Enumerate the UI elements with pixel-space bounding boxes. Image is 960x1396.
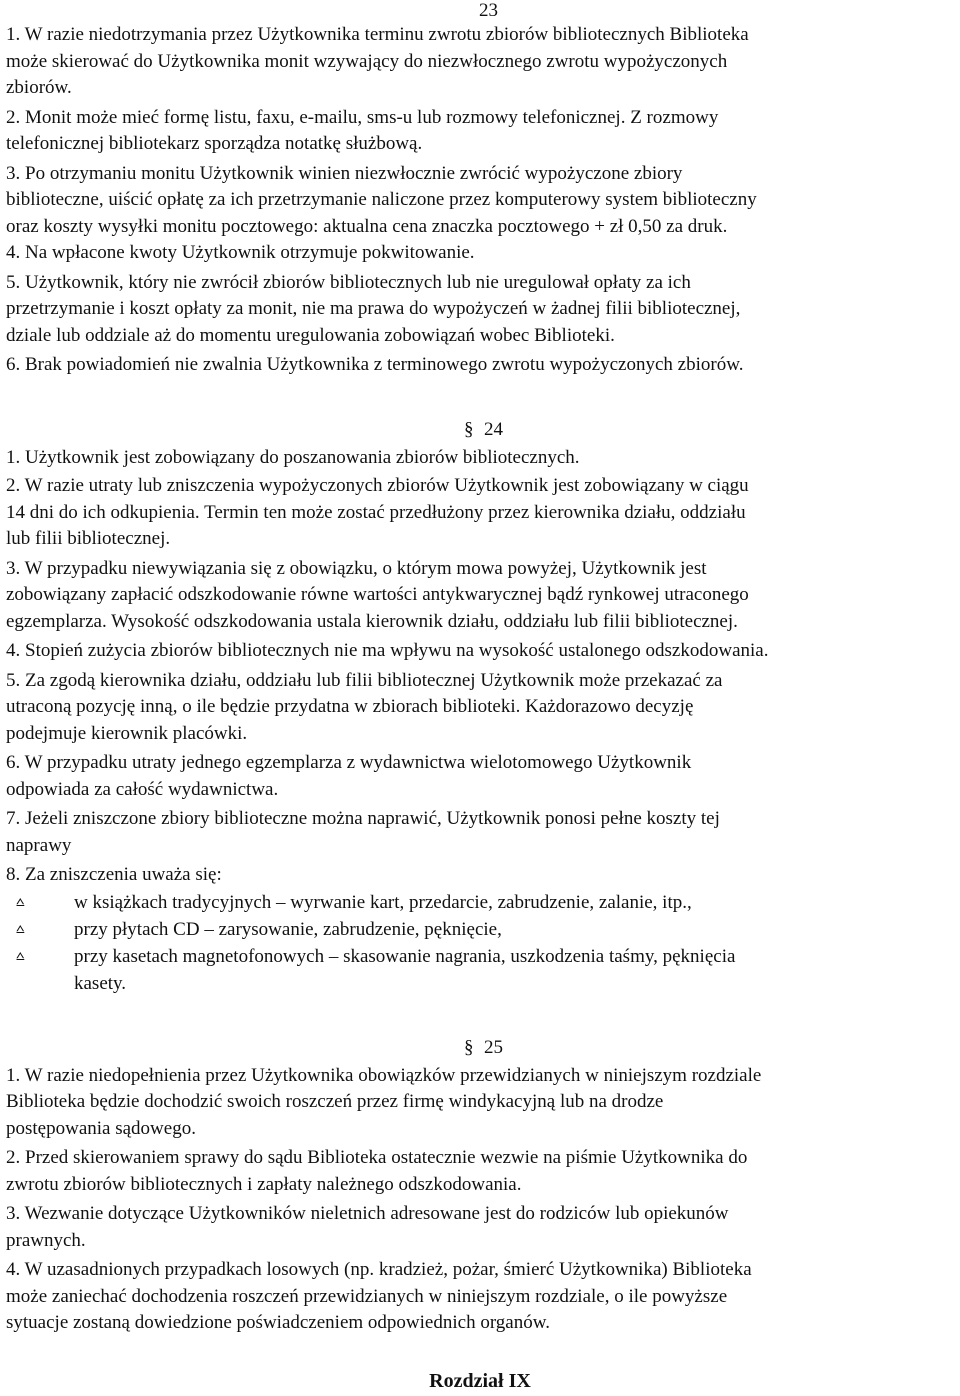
text-line: 1. Użytkownik jest zobowiązany do poszanowania zbiorów bibliotecznych.	[6, 446, 580, 468]
list-item-text: przy kasetach magnetofonowych – skasowanie nagrania, uszkodzenia taśmy, pęknięcia	[74, 945, 736, 967]
text-line: 2. Monit może mieć formę listu, faxu, e-mailu, sms-u lub rozmowy telefonicznej. Z rozmowy	[6, 106, 719, 128]
text-line: lub filii bibliotecznej.	[6, 528, 171, 549]
text-line: 3. Po otrzymaniu monitu Użytkownik winien niezwłocznie zwrócić wypożyczone zbiory	[6, 162, 683, 184]
text-line: oraz koszty wysyłki monitu pocztowego: aktualna cena znaczka pocztowego + zł 0,50 za druk.	[6, 215, 728, 237]
text-line: Biblioteka będzie dochodzić swoich roszczeń przez firmę windykacyjną lub na drodze	[6, 1091, 664, 1112]
text-line: 6. Brak powiadomień nie zwalnia Użytkownika z terminowego zwrotu wypożyczonych zbiorów.	[6, 354, 744, 375]
text-line: podejmuje kierownik placówki.	[6, 722, 248, 744]
spacer	[6, 379, 954, 415]
text-line: prawnych.	[6, 1229, 86, 1251]
list-item	[6, 916, 954, 943]
chapter-heading: Rozdział IX	[429, 1370, 531, 1392]
list-item-text: w książkach tradycyjnych – wyrwanie kart, przedarcie, zabrudzenie, zalanie, itp.,	[74, 891, 692, 913]
triangle-bullet-icon: ⩟	[16, 893, 25, 910]
triangle-bullet-icon: ⩟	[16, 947, 25, 964]
text-line: odpowiada za całość wydawnictwa.	[6, 778, 279, 800]
text-line: naprawy	[6, 834, 72, 856]
list-item-text-continued: kasety.	[74, 972, 127, 994]
text-line: telefonicznej bibliotekarz sporządza notatkę służbową.	[6, 133, 423, 154]
text-line: 2. Przed skierowaniem sprawy do sądu Biblioteka ostatecznie wezwie na piśmie Użytkownika do	[6, 1147, 748, 1168]
text-line: 5. Użytkownik, który nie zwrócił zbiorów bibliotecznych lub nie uregulował opłaty za ich	[6, 271, 691, 293]
text-line: 4. Na wpłacone kwoty Użytkownik otrzymuje pokwitowanie.	[6, 242, 475, 263]
section-23-body	[6, 22, 954, 379]
section-symbol: §	[464, 418, 474, 440]
spacer	[6, 997, 954, 1033]
list-item-text: przy płytach CD – zarysowanie, zabrudzenie, pęknięcie,	[74, 918, 502, 940]
text-line: 4. W uzasadnionych przypadkach losowych (np. kradzież, pożar, śmierć Użytkownika) Biblioteka	[6, 1259, 752, 1280]
text-line: 14 dni do ich odkupienia. Termin ten może zostać przedłużony przez kierownika działu, oddziału	[6, 501, 746, 523]
section-number: 25	[484, 1036, 503, 1058]
section-24-body	[6, 445, 954, 997]
text-line: zbiorów.	[6, 77, 72, 98]
text-line: 1. W razie niedotrzymania przez Użytkownika terminu zwrotu zbiorów bibliotecznych Biblioteka	[6, 24, 749, 45]
text-line: 3. Wezwanie dotyczące Użytkowników nieletnich adresowane jest do rodziców lub opiekunów	[6, 1203, 729, 1224]
text-line: 1. W razie niedopełnienia przez Użytkownika obowiązków przewidzianych w niniejszym rozdziale	[6, 1064, 762, 1086]
text-line: 7. Jeżeli zniszczone zbiory biblioteczne można naprawić, Użytkownik ponosi pełne koszty tej	[6, 808, 720, 829]
text-line: dziale lub oddziale aż do momentu uregulowania zobowiązań wobec Biblioteki.	[6, 324, 615, 346]
text-line: 3. W przypadku niewywiązania się z obowiązku, o którym mowa powyżej, Użytkownik jest	[6, 557, 707, 579]
section-symbol: §	[464, 1036, 474, 1058]
text-line: sytuacje zostaną dowiedzione poświadczeniem odpowiednich organów.	[6, 1312, 550, 1333]
triangle-bullet-icon: ⩟	[16, 920, 25, 937]
section-24-heading	[464, 415, 954, 445]
text-line: 5. Za zgodą kierownika działu, oddziału lub filii bibliotecznej Użytkownik może przekazać za	[6, 669, 723, 691]
document-page	[6, 0, 954, 1392]
text-line: utraconą pozycję inną, o ile będzie przydatna w zbiorach biblioteki. Każdorazowo decyzję	[6, 696, 694, 717]
section-number: 23	[479, 0, 498, 21]
section-25-body	[6, 1063, 954, 1337]
text-line: egzemplarza. Wysokość odszkodowania ustala kierownik działu, oddziału lub filii bibliotecznej.	[6, 610, 738, 632]
list-item	[6, 943, 954, 970]
text-line: biblioteczne, uiścić opłatę za ich przetrzymanie naliczone przez komputerowy system biblioteczny	[6, 189, 757, 210]
text-line: 4. Stopień zużycia zbiorów bibliotecznych nie ma wpływu na wysokość ustalonego odszkodowania.	[6, 640, 769, 661]
text-line: postępowania sądowego.	[6, 1117, 196, 1139]
text-line: zwrotu zbiorów bibliotecznych i zapłaty należnego odszkodowania.	[6, 1173, 522, 1195]
text-line: przetrzymanie i koszt opłaty za monit, nie ma prawa do wypożyczeń w żadnej filii bibliotecznej,	[6, 298, 741, 319]
section-number: 24	[484, 418, 503, 440]
list-item	[6, 889, 954, 916]
text-line: zobowiązany zapłacić odszkodowanie równe wartości antykwarycznej bądź rynkowej utraconego	[6, 584, 749, 605]
text-line: 2. W razie utraty lub zniszczenia wypożyczonych zbiorów Użytkownik jest zobowiązany w ciągu	[6, 475, 749, 496]
section-25-heading	[464, 1033, 954, 1063]
text-line: 8. Za zniszczenia uważa się:	[6, 864, 222, 885]
text-line: może zaniechać dochodzenia roszczeń przewidzianych w niniejszym rozdziale, o ile powyższe	[6, 1285, 728, 1307]
text-line: może skierować do Użytkownika monit wzywający do niezwłocznego zwrotu wypożyczonych	[6, 50, 728, 72]
text-line: 6. W przypadku utraty jednego egzemplarza z wydawnictwa wielotomowego Użytkownik	[6, 752, 692, 773]
section-23-heading	[459, 0, 954, 22]
